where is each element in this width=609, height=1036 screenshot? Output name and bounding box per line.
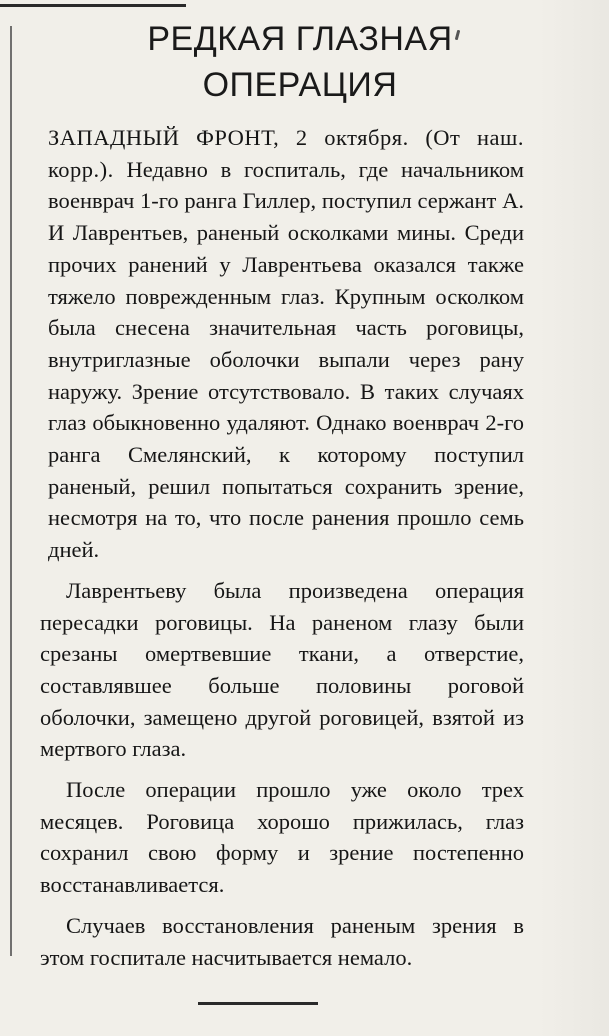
article-body bbox=[40, 122, 524, 982]
dateline: ЗАПАДНЫЙ ФРОНТ, 2 октября. (От наш. корр.). bbox=[48, 125, 524, 182]
article-paragraph-2: Лаврентьеву была произведена операция пересадки роговицы. На раненом глазу были срезаны омертвевшие ткани, а отверстие, составлявшее больше половины роговой оболочки, замещено другой роговицей, взятой из мертвого глаза. bbox=[40, 577, 524, 762]
article-paragraph-4: Случаев восстановления раненым зрения в этом госпитале насчитывается немало. bbox=[40, 912, 524, 970]
headline-line-2: ОПЕРАЦИЯ bbox=[202, 66, 398, 104]
top-rule bbox=[0, 4, 186, 7]
article-paragraph-1-text: Недавно в госпиталь, где начальником военврач 1-го ранга Гиллер, поступил сержант А. И Лаврентьев, раненый осколками мины. Среди прочих ранений у Лаврентьева оказался также тяжело поврежденным глаз. Крупным осколком была снесена значительная часть роговицы, внутриглазные оболочки выпали через рану наружу. Зрение отсутствовало. В таких случаях глаз обыкновенно удаляют. Однако военврач 2-го ранга Смелянский, к которому поступил раненый, решил попытаться сохранить зрение, несмотря на то, что после ранения прошло семь дней. bbox=[48, 156, 524, 563]
paper-edge-shadow bbox=[539, 0, 609, 1036]
headline-line-1: РЕДКАЯ ГЛАЗНАЯ bbox=[147, 20, 453, 58]
bottom-rule bbox=[198, 1002, 318, 1005]
article-paragraph-1 bbox=[40, 122, 524, 566]
article-paragraph-3: После операции прошло уже около трех месяцев. Роговица хорошо прижилась, глаз сохранил свою форму и зрение постепенно восстанавливается. bbox=[40, 777, 524, 898]
column-rule bbox=[10, 26, 12, 956]
